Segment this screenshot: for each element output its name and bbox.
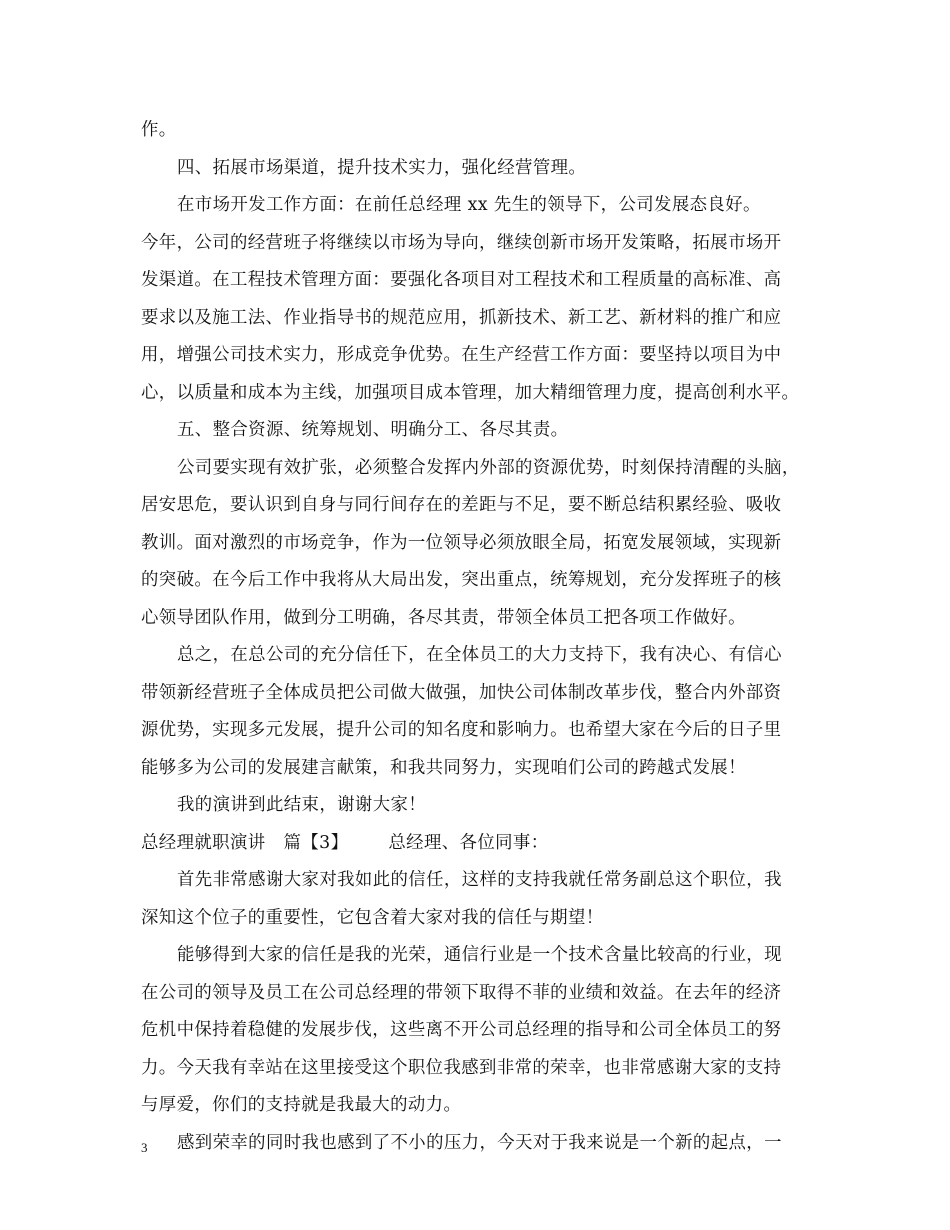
text-line: 五、整合资源、统筹规划、明确分工、各尽其责。 — [177, 420, 569, 440]
heading-salutation: 总经理、各位同事： — [388, 832, 549, 853]
text-line: 与厚爱，你们的支持就是我最大的动力。 — [141, 1095, 462, 1115]
text-line: 深知这个位子的重要性，它包含着大家对我的信任与期望！ — [141, 907, 604, 928]
text-line: 能够多为公司的发展建言献策，和我共同努力，实现咱们公司的跨越式发展！ — [141, 757, 746, 778]
text-line: 力。今天我有幸站在这里接受这个职位我感到非常的荣幸，也非常感谢大家的支持 — [141, 1057, 782, 1078]
heading-title: 总经理就职演讲 — [141, 832, 266, 853]
text-line: 公司要实现有效扩张，必须整合发挥内外部的资源优势，时刻保持清醒的头脑， — [177, 457, 800, 478]
text-line: 作。 — [141, 120, 177, 140]
text-line: 发渠道。在工程技术管理方面：要强化各项目对工程技术和工程质量的高标准、高 — [141, 270, 782, 290]
text-line: 的突破。在今后工作中我将从大局出发，突出重点，统筹规划，充分发挥班子的核 — [141, 570, 782, 590]
text-line: 用，增强公司技术实力，形成竞争优势。在生产经营工作方面：要坚持以项目为中 — [141, 345, 782, 365]
text-line: 带领新经营班子全体成员把公司做大做强，加快公司体制改革步伐，整合内外部资 — [141, 682, 782, 703]
paragraphs-after-heading — [141, 862, 821, 1162]
text-line: 居安思危，要认识到自身与同行间存在的差距与不足，要不断总结积累经验、吸收 — [141, 495, 782, 515]
text-line: 四、拓展市场渠道，提升技术实力，强化经营管理。 — [177, 157, 587, 178]
heading-part: 篇【3】 — [283, 832, 349, 853]
text-line: 心领导团队作用，做到分工明确，各尽其责，带领全体员工把各项工作做好。 — [141, 607, 746, 628]
text-line: 我的演讲到此结束，谢谢大家！ — [177, 795, 427, 815]
text-line: 能够得到大家的信任是我的光荣，通信行业是一个技术含量比较高的行业，现 — [177, 945, 782, 965]
section-heading — [141, 825, 821, 863]
document-body — [141, 112, 821, 1162]
text-line: 教训。面对激烈的市场竞争，作为一位领导必须放眼全局，拓宽发展领域，实现新 — [141, 532, 782, 553]
text-line: 感到荣幸的同时我也感到了不小的压力，今天对于我来说是一个新的起点，一 — [177, 1132, 782, 1153]
text-line: 要求以及施工法、作业指导书的规范应用，抓新技术、新工艺、新材料的推广和应 — [141, 307, 782, 328]
text-line: 危机中保持着稳健的发展步伐，这些离不开公司总经理的指导和公司全体员工的努 — [141, 1020, 782, 1040]
text-line: 在公司的领导及员工在公司总经理的带领下取得不菲的业绩和效益。在去年的经济 — [141, 982, 782, 1003]
text-line: 心，以质量和成本为主线，加强项目成本管理，加大精细管理力度，提高创利水平。 — [141, 382, 800, 403]
paragraphs-before-heading — [141, 112, 821, 825]
text-line: 总之，在总公司的充分信任下，在全体员工的大力支持下，我有决心、有信心 — [177, 645, 782, 665]
text-line: 源优势，实现多元发展，提升公司的知名度和影响力。也希望大家在今后的日子里 — [141, 720, 782, 740]
text-line: 在市场开发工作方面：在前任总经理 xx 先生的领导下，公司发展态良好。 — [177, 195, 761, 215]
text-line: 首先非常感谢大家对我如此的信任，这样的支持我就任常务副总这个职位，我 — [177, 870, 782, 890]
page-number: 3 — [141, 1140, 148, 1155]
text-line: 今年，公司的经营班子将继续以市场为导向，继续创新市场开发策略，拓展市场开 — [141, 232, 782, 253]
